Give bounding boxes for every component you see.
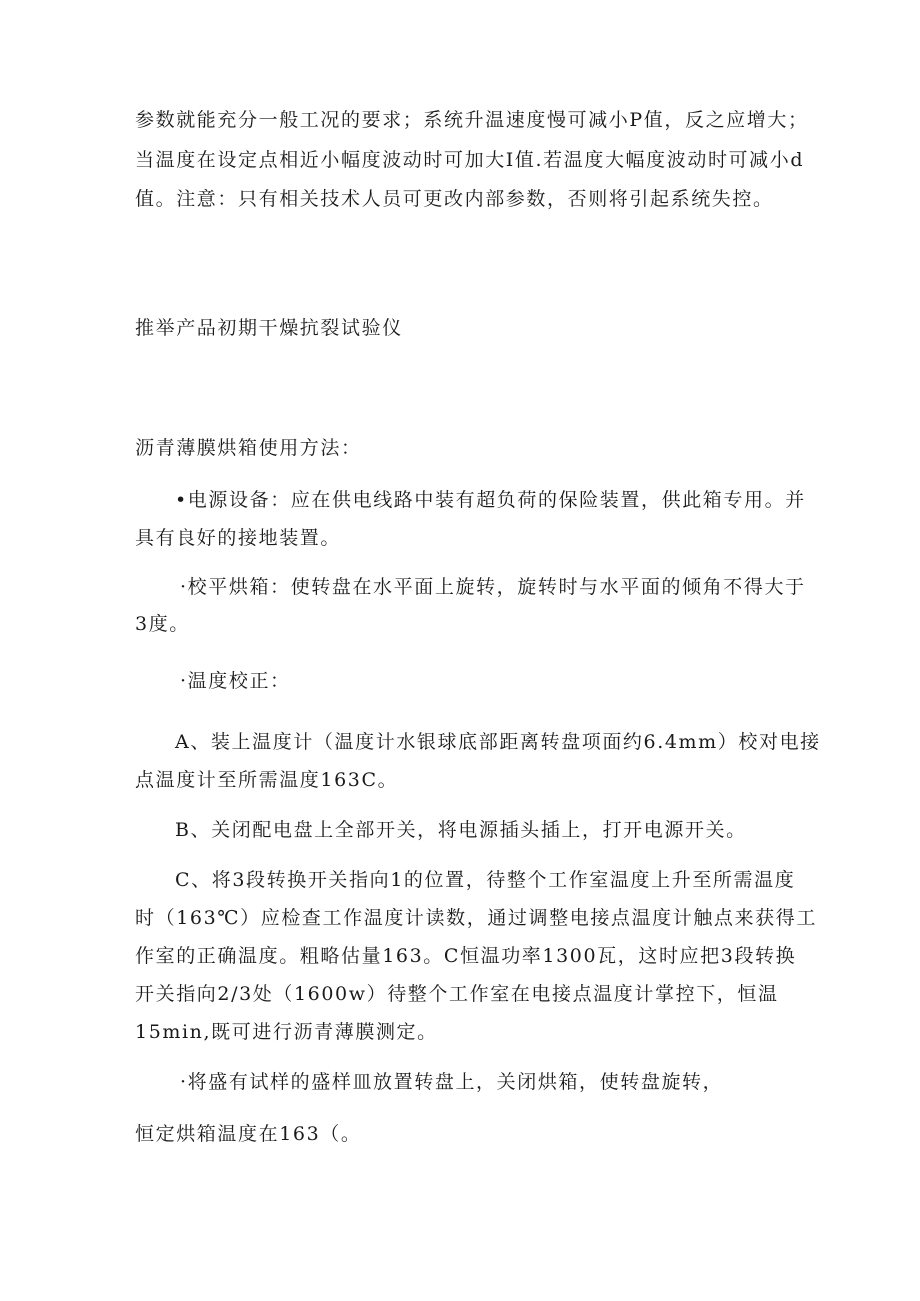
step-a-line-2: 点温度计至所需温度163C。 — [135, 769, 399, 791]
sample-line-1: ·将盛有试样的盛样皿放置转盘上，关闭烘箱，使转盘旋转， — [180, 1071, 724, 1093]
calibration-heading: ·温度校正： — [180, 670, 291, 692]
step-c-line-1: C、将3段转换开关指向1的位置，待整个工作室温度上升至所需温度 — [175, 869, 796, 891]
step-c-line-2: 时（163℃）应检查工作温度计读数，通过调整电接点温度计触点来获得工 — [135, 907, 817, 929]
step-a-line-1: A、装上温度计（温度计水银球底部距离转盘项面约6.4mm）校对电接 — [175, 731, 821, 753]
step-b-line: B、关闭配电盘上全部开关，将电源插头插上，打开电源开关。 — [175, 819, 747, 841]
intro-line-1: 参数就能充分一般工况的要求；系统升温速度慢可减小P值，反之应增大； — [135, 109, 809, 131]
step-c-line-4: 开关指向2/3处（1600w）待整个工作室在电接点温度计掌控下，恒温 — [135, 983, 779, 1005]
level-line-1: ·校平烘箱：使转盘在水平面上旋转，旋转时与水平面的倾角不得大于 — [180, 576, 806, 598]
level-line-2: 3度。 — [135, 613, 190, 635]
method-heading: 沥青薄膜烘箱使用方法： — [135, 437, 362, 459]
step-c-line-5: 15min,既可进行沥青薄膜测定。 — [135, 1021, 438, 1043]
step-c-line-3: 作室的正确温度。粗略估量163。C恒温功率1300瓦，这时应把3段转换 — [135, 945, 797, 967]
sample-line-2: 恒定烘箱温度在163（。 — [135, 1123, 362, 1145]
recommend-heading: 推举产品初期干燥抗裂试验仪 — [135, 317, 403, 339]
intro-line-2: 当温度在设定点相近小幅度波动时可加大I值.若温度大幅度波动时可减小d — [135, 149, 805, 171]
intro-line-3: 值。注意：只有相关技术人员可更改内部参数，否则将引起系统失控。 — [135, 188, 774, 210]
power-line-2: 具有良好的接地装置。 — [135, 527, 342, 549]
power-line-1: •电源设备：应在供电线路中装有超负荷的保险装置，供此箱专用。并 — [175, 489, 806, 511]
